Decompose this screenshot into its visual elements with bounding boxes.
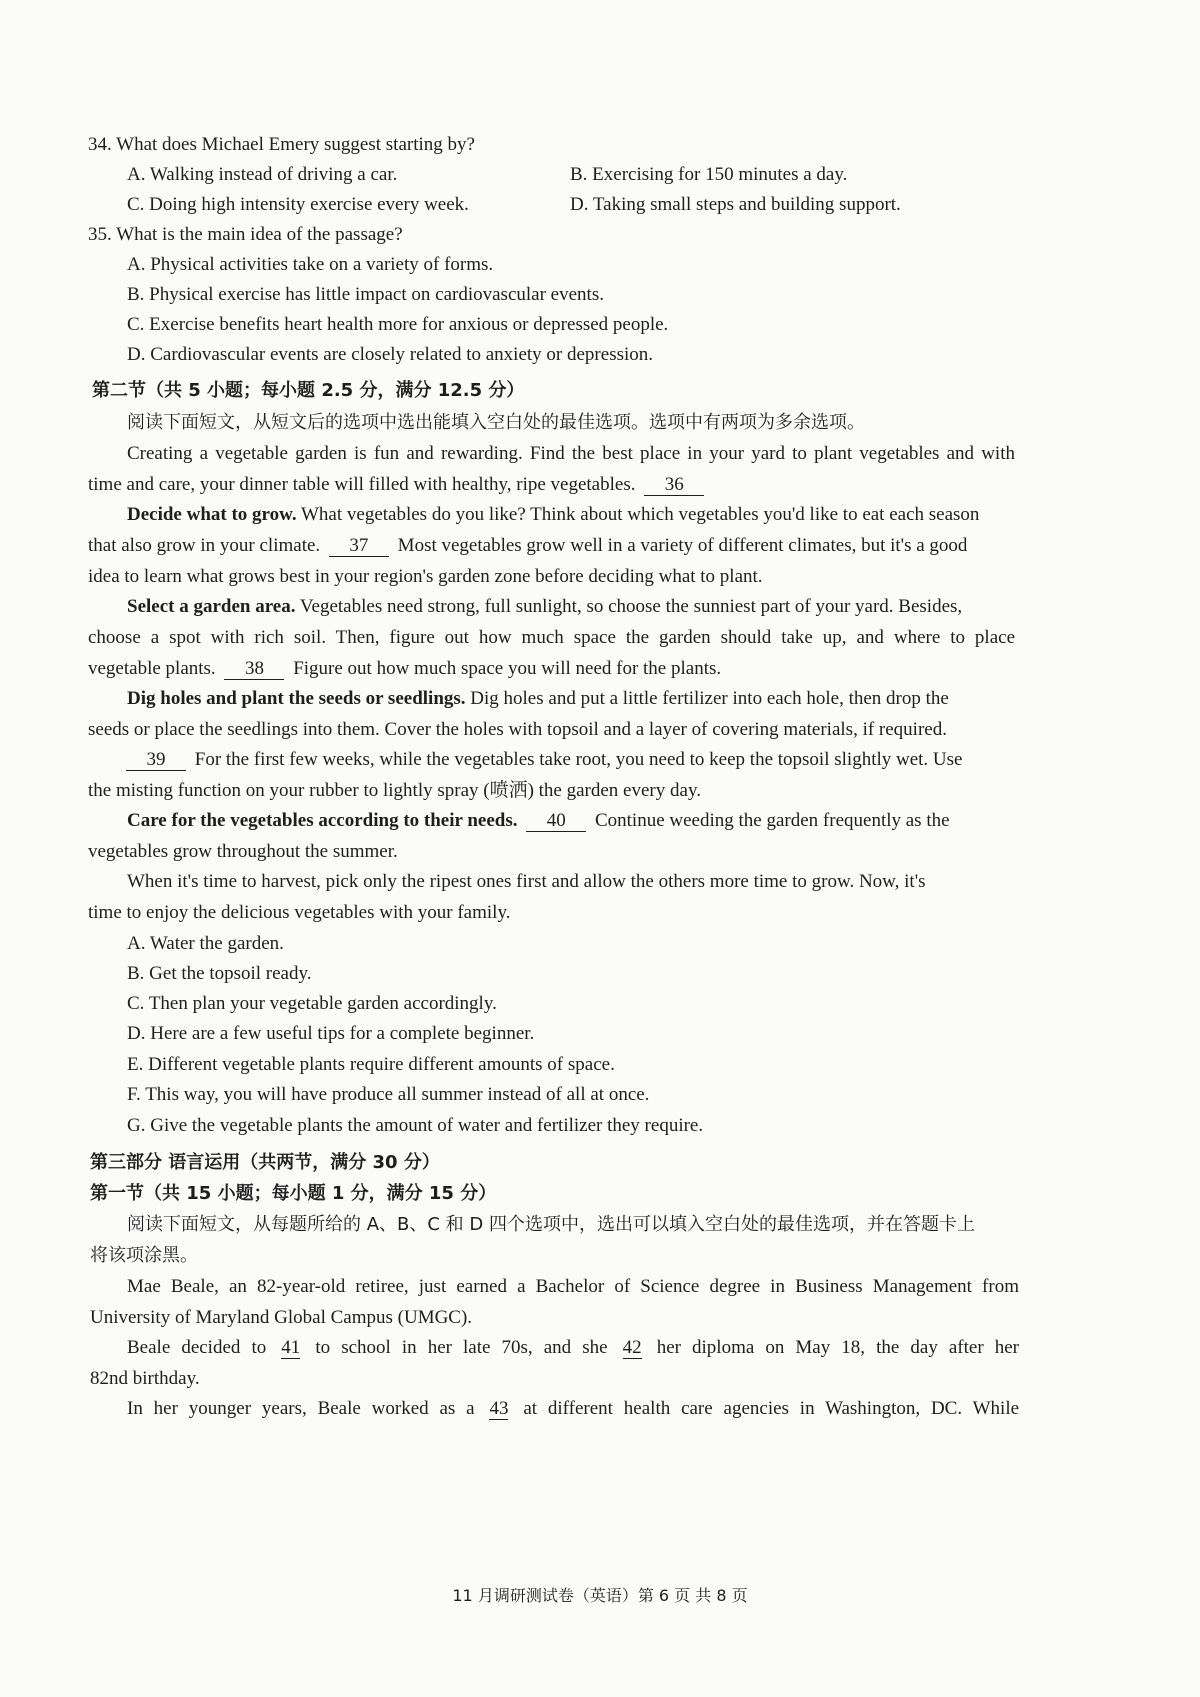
passage-text: Most vegetables grow well in a variety of different climates, but it's a good — [397, 535, 968, 556]
q35-stem: 35. What is the main idea of the passage? — [88, 224, 403, 245]
passage-p7-line2: time to enjoy the delicious vegetables with your family. — [88, 902, 511, 923]
section2-heading: 第二节（共 5 小题；每小题 2.5 分，满分 12.5 分） — [92, 380, 525, 401]
passage-p7-line1: When it's time to harvest, pick only the ripest ones first and allow the others more time to grow. Now, it's — [127, 871, 926, 892]
passage-text: What vegetables do you like? Think about which vegetables you'd like to eat each season — [301, 504, 980, 525]
option-f: F. This way, you will have produce all summer instead of all at once. — [127, 1084, 650, 1105]
cloze-p2-line2: 82nd birthday. — [90, 1368, 200, 1389]
part3-heading: 第三部分 语言运用（共两节，满分 30 分） — [90, 1152, 440, 1173]
option-d: D. Here are a few useful tips for a complete beginner. — [127, 1023, 535, 1044]
blank-40: 40 — [526, 811, 586, 832]
cloze-p1-line2: University of Maryland Global Campus (UMGC). — [90, 1307, 473, 1328]
passage-text: to school in her late 70s, and she — [315, 1337, 608, 1358]
section2-instruction: 阅读下面短文，从短文后的选项中选出能填入空白处的最佳选项。选项中有两项为多余选项。 — [127, 412, 865, 433]
passage-text: her diploma on May 18, the day after her — [656, 1337, 1019, 1358]
page-footer: 11 月调研测试卷（英语）第 6 页 共 8 页 — [452, 1586, 748, 1605]
blank-36: 36 — [644, 475, 704, 496]
option-g: G. Give the vegetable plants the amount of water and fertilizer they require. — [127, 1115, 704, 1136]
q34-stem: 34. What does Michael Emery suggest starting by? — [88, 134, 475, 155]
passage-text: time and care, your dinner table will filled with healthy, ripe vegetables. — [88, 474, 636, 495]
blank-42: 42 — [622, 1337, 642, 1358]
passage-text: Figure out how much space you will need for the plants. — [293, 658, 722, 679]
q34-option-b: B. Exercising for 150 minutes a day. — [570, 164, 848, 185]
cloze-p1-line1: Mae Beale, an 82-year-old retiree, just earned a Bachelor of Science degree in Business Management from — [127, 1276, 1019, 1297]
blank-37: 37 — [329, 536, 389, 557]
q35-option-b: B. Physical exercise has little impact on cardiovascular events. — [127, 284, 604, 305]
option-e: E. Different vegetable plants require different amounts of space. — [127, 1054, 615, 1075]
subheading-care: Care for the vegetables according to their needs. — [127, 810, 518, 831]
q34-option-d: D. Taking small steps and building support. — [570, 194, 901, 215]
cloze-p2-line1 — [127, 1335, 1019, 1361]
blank-39: 39 — [126, 750, 186, 771]
part3-subheading: 第一节（共 15 小题；每小题 1 分，满分 15 分） — [90, 1183, 497, 1204]
passage-text: Continue weeding the garden frequently as the — [594, 810, 950, 831]
passage-p5-line1 — [122, 747, 962, 773]
passage-p6-line1 — [127, 808, 950, 834]
cloze-p3-line1 — [127, 1396, 1019, 1422]
passage-text: vegetable plants. — [88, 658, 216, 679]
part3-instruction-line1: 阅读下面短文，从每题所给的 A、B、C 和 D 四个选项中，选出可以填入空白处的最佳选项，并在答题卡上 — [127, 1214, 975, 1235]
passage-p2-line3: idea to learn what grows best in your region's garden zone before deciding what to plant. — [88, 566, 763, 587]
passage-text: Vegetables need strong, full sunlight, so choose the sunniest part of your yard. Besides, — [299, 596, 963, 617]
passage-text: For the first few weeks, while the vegetables take root, you need to keep the topsoil slightly wet. Use — [194, 749, 963, 770]
q34-option-a: A. Walking instead of driving a car. — [127, 164, 398, 185]
option-a: A. Water the garden. — [127, 933, 284, 954]
q35-option-a: A. Physical activities take on a variety of forms. — [127, 254, 494, 275]
passage-p1-line1: Creating a vegetable garden is fun and rewarding. Find the best place in your yard to plant vegetables and with — [127, 443, 1015, 464]
passage-p3-line2: choose a spot with rich soil. Then, figure out how much space the garden should take up, and where to place — [88, 627, 1015, 648]
subheading-dig: Dig holes and plant the seeds or seedlings. — [127, 688, 466, 709]
blank-38: 38 — [224, 659, 284, 680]
subheading-select: Select a garden area. — [127, 596, 296, 617]
option-b: B. Get the topsoil ready. — [127, 963, 312, 984]
passage-p5-line2: the misting function on your rubber to lightly spray (喷洒) the garden every day. — [88, 780, 701, 801]
passage-p1-line2 — [88, 472, 708, 498]
passage-p4-line1 — [127, 686, 949, 712]
passage-text: Beale decided to — [127, 1337, 267, 1358]
passage-text: In her younger years, Beale worked as a — [127, 1398, 475, 1419]
blank-41: 41 — [281, 1337, 301, 1358]
passage-p2-line2 — [88, 533, 967, 559]
passage-text: at different health care agencies in Washington, DC. While — [523, 1398, 1020, 1419]
blank-43: 43 — [489, 1398, 509, 1419]
passage-text: Dig holes and put a little fertilizer into each hole, then drop the — [470, 688, 949, 709]
passage-p3-line3 — [88, 656, 721, 682]
q35-option-c: C. Exercise benefits heart health more for anxious or depressed people. — [127, 314, 669, 335]
passage-text: that also grow in your climate. — [88, 535, 321, 556]
part3-instruction-line2: 将该项涂黑。 — [90, 1245, 198, 1266]
option-c: C. Then plan your vegetable garden accordingly. — [127, 993, 497, 1014]
subheading-decide: Decide what to grow. — [127, 504, 297, 525]
passage-p3-line1 — [127, 594, 962, 620]
passage-p6-line2: vegetables grow throughout the summer. — [88, 841, 398, 862]
passage-p2-line1 — [127, 502, 979, 528]
passage-p4-line2: seeds or place the seedlings into them. Cover the holes with topsoil and a layer of covering materials, if required. — [88, 719, 947, 740]
q34-option-c: C. Doing high intensity exercise every week. — [127, 194, 469, 215]
q35-option-d: D. Cardiovascular events are closely related to anxiety or depression. — [127, 344, 654, 365]
